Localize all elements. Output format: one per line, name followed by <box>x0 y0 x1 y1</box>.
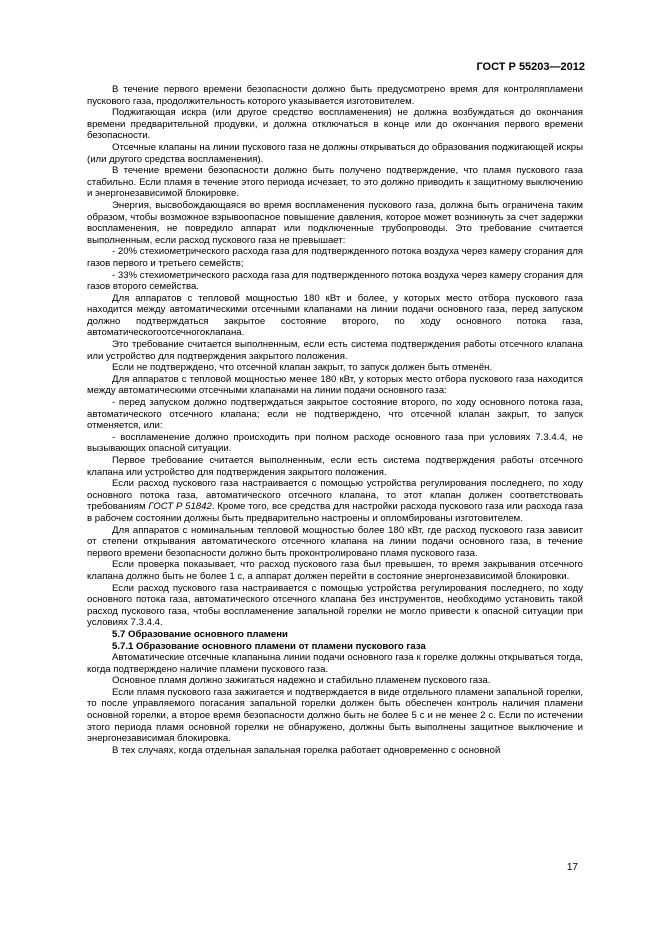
paragraph: Для аппаратов с тепловой мощностью 180 кВт и более, у которых место отбора пускового газа находится между автоматическими отсечными клапанами на линии подачи основного газа, перед запуском должно подтверждаться закрытое состояние второго, по ходу основного потока газа, автоматическогоотсечногоклапана. <box>87 292 583 339</box>
paragraph: Энергия, высвобождающаяся во время воспламенения пускового газа, должна быть ограничена таким образом, чтобы возможное взрывоопасное повышение давления, которое может возникнуть за счет задержки воспламенения, не повредило аппарат или подключенные трубопроводы. Это требование считается выполненным, если расход пускового газа не превышает: <box>87 199 583 246</box>
document-body <box>87 84 583 756</box>
paragraph: Автоматические отсечные клапанына линии подачи основного газа к горелке должны открываться тогда, когда подтверждено наличие пламени пускового газа. <box>87 652 583 675</box>
paragraph: В течение времени безопасности должно быть получено подтверждение, что пламя пускового газа стабильно. Если пламя в течение этого периода исчезает, то это должно приводить к защитному выключению и энергонезависимой блокировке. <box>87 165 583 200</box>
paragraph: Основное пламя должно зажигаться надежно и стабильно пламенем пускового газа. <box>112 675 491 687</box>
standard-reference: ГОСТ Р 51842 <box>148 501 212 513</box>
paragraph: В течение первого времени безопасности должно быть предусмотрено время для контроляпламени пускового газа, продолжительность которого указывается изготовителем. <box>87 84 583 107</box>
section-heading: 5.7 Образование основного пламени <box>112 628 288 640</box>
paragraph: Если расход пускового газа настраивается с помощью устройства регулирования последнего, по ходу основного потока газа, автоматического отсечного клапана без инструментов, необходимо установить такой расход пускового газа, чтобы воспламенение запальной горелки не могло привести к опасной ситуации при условиях 7.3.4.4. <box>87 582 583 629</box>
paragraph: Первое требование считается выполненным, если есть система подтверждения работы отсечного клапана или устройство для подтверждения закрытого положения. <box>87 455 583 478</box>
paragraph: Для аппаратов с тепловой мощностью менее 180 кВт, у которых место отбора пускового газа находится между автоматическими отсечными клапанами на линии подачи основного газа: <box>87 373 583 397</box>
paragraph: Поджигающая искра (или другое средство воспламенения) не должна возбуждаться до окончания времени предварительной продувки, и должна отключаться в конце или до окончания первого времени безопасности. <box>87 107 583 142</box>
subsection-heading: 5.7.1 Образование основного пламени от пламени пускового газа <box>112 640 426 652</box>
page-number: 17 <box>566 862 578 873</box>
list-item: - 33% стехиометрического расхода газа для подтвержденного потока воздуха через камеру сгорания для газов второго семейства. <box>87 269 583 293</box>
list-item: - перед запуском должно подтверждаться закрытое состояние второго, по ходу основного потока газа, автоматического отсечного клапана; если не подтверждено, что отсечной клапан закрыт, то запуск отменяется, или: <box>87 397 583 432</box>
text: . Кроме того, все средства для настройки расхода пускового газа или расхода газа в рабочем состоянии должны быть предварительно настроены и опломбированы изготовителем. <box>87 501 583 524</box>
document-code: ГОСТ Р 55203—2012 <box>476 61 585 73</box>
paragraph: В тех случаях, когда отдельная запальная горелка работает одновременно с основной <box>112 744 501 756</box>
paragraph-with-reference <box>87 478 583 524</box>
paragraph: Для аппаратов с номинальным тепловой мощностью более 180 кВт, где расход пускового газа зависит от степени открывания автоматического отсечного клапана на линии подачи основного газа, в течение первого времени безопасности должно быть проконтролировано пламя пускового газа. <box>87 524 583 559</box>
paragraph: Если пламя пускового газа зажигается и подтверждается в виде отдельного пламени запальной горелки, то после управляемого погасания запальной горелки должен быть обеспечен контроль наличия пламени основной горелки, а второе время безопасности должно быть не более 5 с и не менее 2 с. Если по истечении этого периода пламя основной горелки не обнаружено, должны быть выполнены защитное выключение и энергонезависимая блокировка. <box>87 686 583 745</box>
paragraph: Отсечные клапаны на линии пускового газа не должны открываться до образования поджигающей искры (или другого средства воспламенения). <box>87 141 583 165</box>
list-item: - 20% стехиометрического расхода газа для подтвержденного потока воздуха через камеру сгорания для газов первого и третьего семейств; <box>87 246 583 269</box>
paragraph: Если не подтверждено, что отсечной клапан закрыт, то запуск должен быть отменён. <box>112 362 493 374</box>
text: Если расход пускового газа настраивается с помощью устройства регулирования последнего, по ходу основного потока газа, автоматического отсечного клапана, то этот клапан должен соответствовать требованиям <box>87 478 583 513</box>
paragraph: Это требование считается выполненным, если есть система подтверждения работы отсечного клапана или устройство для подтверждения закрытого положения. <box>87 339 583 362</box>
paragraph: Если проверка показывает, что расход пускового газа был превышен, то время закрывания отсечного клапана должно быть не более 1 с, а аппарат должен перейти в состояние энергонезависимой блокировки. <box>87 559 583 582</box>
list-item: - воспламенение должно происходить при полном расходе основного газа при условиях 7.3.4.4, не вызывающих опасной ситуации. <box>87 431 583 455</box>
